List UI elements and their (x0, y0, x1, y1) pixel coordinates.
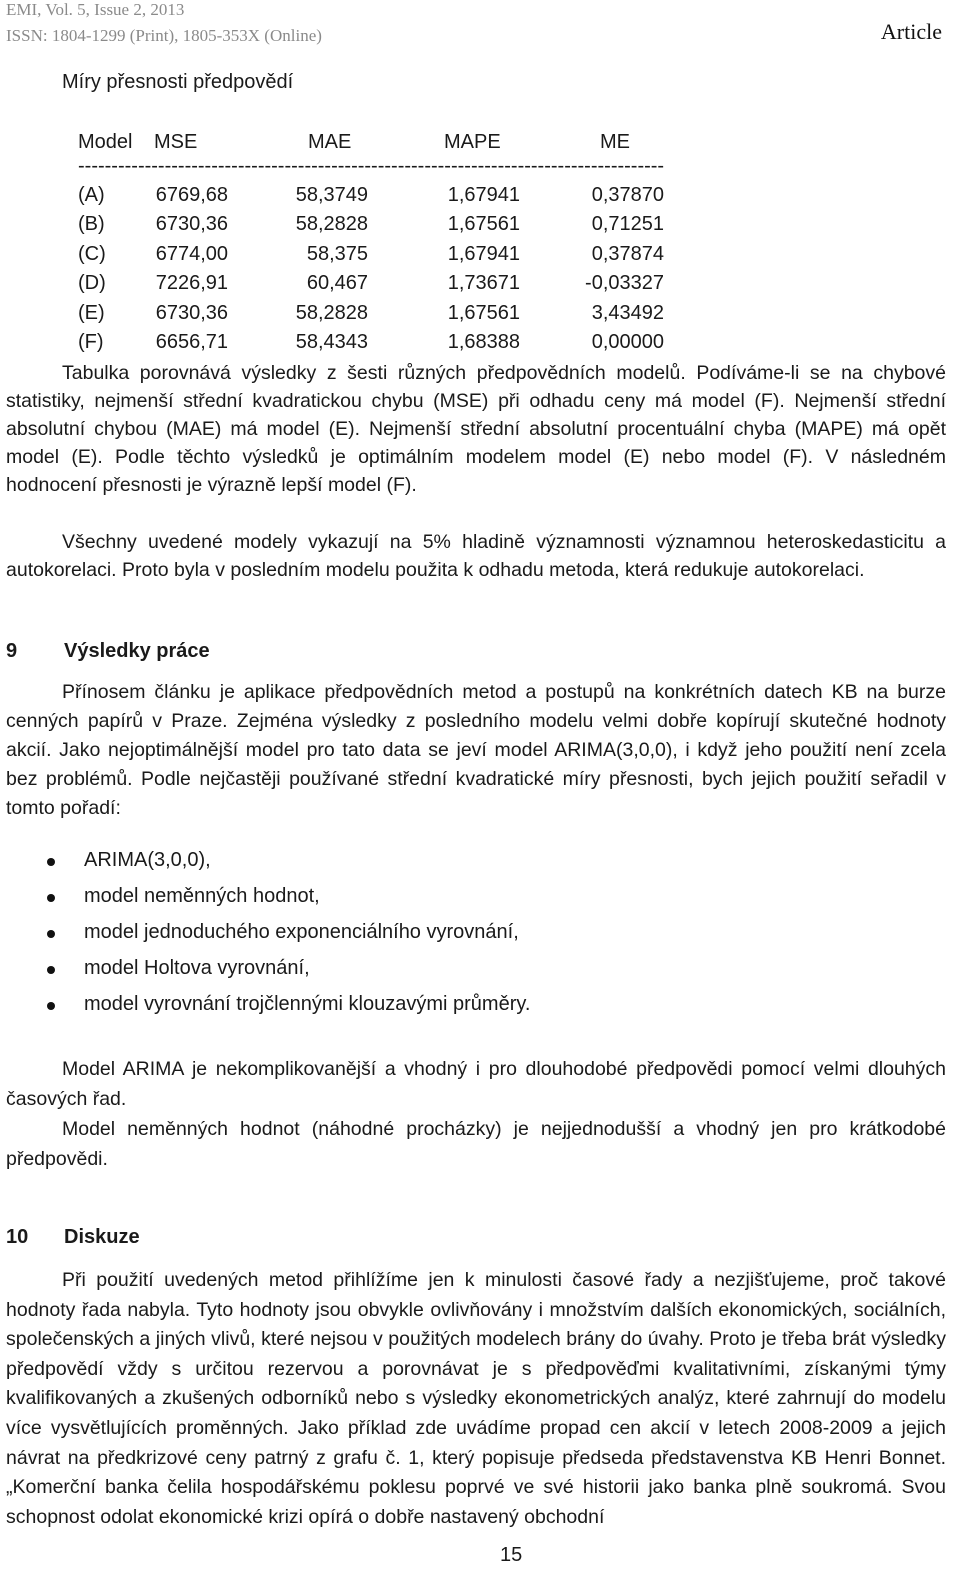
accuracy-paragraph2: Všechny uvedené modely vykazují na 5% hladině významnosti významnou heteroskedasticitu a autokorelaci. Proto byla v posledním modelu použita k odhadu metoda, která redukuje autokorelaci. (6, 531, 946, 581)
section9-paragraph-after2: Model neměnných hodnot (náhodné procházky) je nejjednodušší a vhodný jen pro krátkodobé předpovědi. (6, 1118, 946, 1170)
table-cell: 6774,00 (155, 242, 228, 265)
list-item: model vyrovnání trojčlennými klouzavými průměry. (40, 993, 530, 1029)
table-cell: -0,03327 (585, 272, 664, 295)
col-me: ME (600, 131, 630, 153)
bullet-icon (47, 858, 55, 866)
table-separator: ---------------------------------------------------------------------------------------- (78, 155, 665, 177)
bullet-icon (47, 966, 55, 974)
table-cell: 6656,71 (155, 331, 228, 353)
bullet-icon (47, 1002, 55, 1010)
table-cell: 7226,91 (155, 272, 228, 295)
table-cell: 0,71251 (591, 213, 664, 236)
table-cell: 58,375 (306, 242, 368, 265)
col-mae: MAE (308, 131, 352, 153)
section10-number: 10 (6, 1226, 29, 1248)
journal-info-line1: EMI, Vol. 5, Issue 2, 2013 (6, 0, 185, 19)
section9-title: Výsledky práce (64, 640, 210, 662)
col-model: Model (78, 131, 133, 153)
table-cell: 1,67561 (447, 301, 520, 324)
section9-paragraph-after1: Model ARIMA je nekomplikovanější a vhodný i pro dlouhodobé předpovědi pomocí velmi dlouhých časových řad. (6, 1058, 946, 1110)
table-cell: (B) (78, 213, 105, 236)
table-row (78, 243, 718, 272)
table-row (78, 331, 718, 360)
list-item: model Holtova vyrovnání, (40, 957, 530, 993)
table-row (78, 184, 718, 213)
table-row (78, 302, 718, 331)
table-cell: 58,4343 (295, 331, 368, 353)
table-cell: 1,73671 (447, 272, 520, 295)
table-cell: 0,00000 (591, 331, 664, 353)
table-cell: 1,67561 (447, 213, 520, 236)
col-mape: MAPE (444, 131, 501, 153)
ranking-list (40, 849, 530, 1029)
col-mse: MSE (154, 131, 198, 153)
section10-paragraph: Při použití uvedených metod přihlížíme jen k minulosti časové řady a nezjišťujeme, proč takové hodnoty řada nabyla. Tyto hodnoty jsou obvykle ovlivňovány i množstvím dalších ekonomických, sociálních, společenských a jiných vlivů, které nejsou v použitých modelech brány do úvahy. Proto je třeba brát výsledky předpovědí vždy s určitou rezervou a porovnávat je s předpověďmi kvalitativními, získanými týmy kvalifikovaných a zkušených odborníků nebo s výsledky ekonometrických analýz, které zahrnují do modelu více vysvětlujících proměnných. Jako příklad zde uvádíme propad cen akcií v letech 2008-2009 a jejich návrat na předkrizové ceny patrný z grafu č. 1, který popisuje předseda představenstva KB Henri Bonnet. „Komerční banka čelila hospodářskému poklesu poprvé ve své historii jako banka plně soukromá. Svou schopnost odolat ekonomické krizi opírá o dobře nastavený obchodní (6, 1269, 946, 1528)
table-cell: 6769,68 (155, 184, 228, 206)
accuracy-paragraph1: Tabulka porovnává výsledky z šesti různých předpovědních modelů. Podíváme-li se na chybové statistiky, nejmenší střední kvadratickou chybu (MSE) při odhadu ceny má model (F). Nejmenší střední absolutní chybou (MAE) má model (E). Nejmenší střední absolutní procentuální chyba (MAPE) má opět model (E). Podle těchto výsledků je optimálním modelem model (E) nebo model (F). V následném hodnocení přesnosti je výrazně lepší model (F). (6, 362, 946, 496)
table-cell: 1,67941 (447, 242, 520, 265)
table-cell: 3,43492 (591, 301, 664, 324)
table-cell: (A) (78, 184, 105, 206)
list-item: model neměnných hodnot, (40, 885, 530, 921)
section10-title: Diskuze (64, 1226, 140, 1248)
page-number: 15 (500, 1544, 523, 1566)
table-cell: 6730,36 (155, 301, 228, 324)
table-cell: (E) (78, 301, 105, 324)
accuracy-caption: Míry přesnosti předpovědí (62, 71, 294, 93)
table-cell: 58,2828 (295, 301, 368, 324)
table-cell: 58,2828 (295, 213, 368, 236)
section9-paragraph: Přínosem článku je aplikace předpovědních metod a postupů na konkrétních datech KB na burze cenných papírů v Praze. Zejména výsledky z posledního modelu velmi dobře kopírují skutečné hodnoty akcií. Jako nejoptimálnější model pro tato data se jeví model ARIMA(3,0,0), i když jeho použití není zcela bez problémů. Podle nejčastěji používané střední kvadratické míry přesnosti, bych jejich použití seřadil v tomto pořadí: (6, 681, 946, 819)
table-cell: 1,68388 (447, 331, 520, 353)
article-label: Article (880, 19, 942, 44)
table-cell: 60,467 (306, 272, 368, 295)
table-cell: 0,37874 (591, 242, 664, 265)
table-row (78, 213, 718, 242)
table-cell: 6730,36 (155, 213, 228, 236)
table-cell: 0,37870 (591, 184, 664, 206)
table-cell: (C) (78, 242, 106, 265)
list-item: ARIMA(3,0,0), (40, 849, 530, 885)
section9-number: 9 (6, 640, 18, 662)
bullet-icon (47, 930, 55, 938)
journal-info-line2: ISSN: 1804-1299 (Print), 1805-353X (Online) (6, 26, 322, 45)
list-item: model jednoduchého exponenciálního vyrovnání, (40, 921, 530, 957)
table-cell: (F) (78, 331, 104, 353)
table-cell: 58,3749 (295, 184, 368, 206)
table-cell: (D) (78, 272, 106, 295)
table-row (78, 272, 718, 301)
bullet-icon (47, 894, 55, 902)
table-cell: 1,67941 (447, 184, 520, 206)
